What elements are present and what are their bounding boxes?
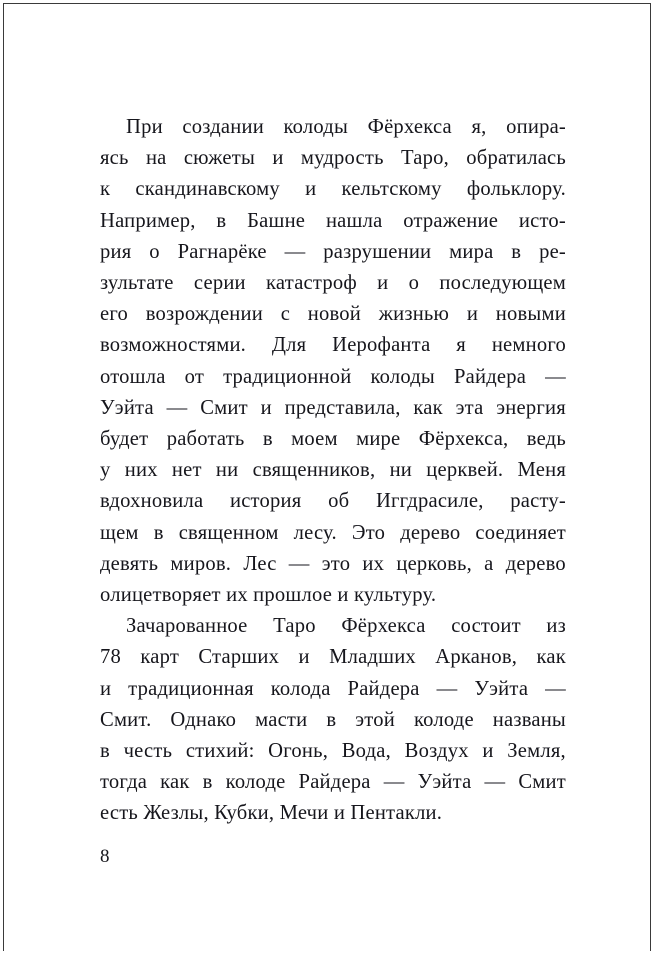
text-line [100,455,566,486]
word: церковь, [396,552,472,575]
text-line [100,549,566,580]
text-line [100,330,566,361]
word: Райдера [454,365,527,388]
word: новой [307,303,361,326]
word: колода [270,677,331,700]
word: — [383,771,405,794]
word: его [100,303,128,326]
word: Вода, [341,740,391,763]
word: Уэйта [417,771,472,794]
text-line [100,112,566,143]
word: и [100,677,112,700]
word: Таро [273,615,316,638]
word: расту- [510,490,566,513]
word: на [145,147,167,170]
word: — [288,552,310,575]
word: об [328,490,350,513]
word: как [160,771,190,794]
word: к [100,178,111,201]
word: и [305,178,317,201]
word: ре- [539,240,566,263]
word: и [377,272,389,295]
word: кельтскому [341,178,442,201]
word: возрождении [145,303,263,326]
word: — [484,771,506,794]
word: мира [449,240,494,263]
word: Лес [243,552,277,575]
word: в [100,740,110,763]
word: обратилась [466,147,566,170]
word: а [484,552,494,575]
word: колоды [283,116,349,138]
word: мире [356,428,401,451]
text-line [100,237,566,268]
body-paragraph-2 [100,611,566,829]
word: — [284,240,306,263]
word: Смит [518,771,566,794]
word: Смит. [100,708,152,731]
word: представила, [284,396,401,419]
word: лесу. [293,521,337,544]
page-border-right [650,3,651,951]
word: Фёрхекса [367,116,452,138]
word: тогда [100,771,148,794]
page-border-left [3,3,4,951]
word: Огонь, [268,740,329,763]
word: как [413,396,443,419]
text-column [100,112,566,830]
text-line [100,486,566,517]
text-line [100,206,566,237]
word: священников, [252,459,376,482]
word: создании [182,116,264,138]
word: я, [471,116,487,138]
word: и [466,303,479,326]
body-paragraph-1 [100,112,566,611]
word: последующем [439,272,566,295]
text-line [100,362,566,393]
word: энергия [496,396,566,419]
word: новыми [495,303,566,326]
word: Башне [247,209,306,232]
word: отошла [100,365,166,388]
word: нашла [325,209,383,232]
word: в [202,771,213,794]
word: Для [271,334,307,357]
word: колоде [413,708,474,731]
word: Уэйта [100,396,154,419]
word: Таро, [400,147,449,170]
word: дерево [505,552,566,575]
word: Райдера [298,771,371,794]
page-border-top [3,3,651,4]
text-line [100,736,566,767]
page-number: 8 [100,846,110,867]
word: Старших [198,646,280,669]
word: Рагнарёке [177,240,267,263]
word: фольклору. [466,178,566,201]
word: соединяет [475,521,566,544]
word: моем [291,428,338,451]
text-line [100,674,566,705]
word: стихий: [185,740,255,763]
word: о [149,240,160,263]
word: колоды [370,365,435,388]
text-line [100,767,566,798]
word: немного [491,334,566,357]
text-line [100,642,566,673]
word: в [326,708,337,731]
word: и [260,396,272,419]
word: Это [351,521,386,544]
text-line [100,705,566,736]
word: Меня [517,459,566,482]
word: колоде [225,771,286,794]
text-line [100,143,566,174]
word: о [408,272,420,295]
word: этой [355,708,395,731]
word: масти [255,708,308,731]
word: нет [171,459,202,482]
word: Младших [329,646,416,669]
word: скандинавскому [135,178,280,201]
word: я [456,334,466,357]
text-line [100,268,566,299]
word: в [216,209,227,232]
word: Зачарованное [126,615,248,638]
text-line [100,299,566,330]
word: Райдера [347,677,420,700]
word: церквей. [426,459,504,482]
word: будет [100,428,149,451]
word: 78 [100,646,122,669]
word: Воздух [404,740,469,763]
word: ни [215,459,239,482]
word: работать [166,428,245,451]
word: священном [178,521,279,544]
word: При [126,116,163,138]
word: разрушении [323,240,432,263]
word: Однако [170,708,237,731]
word: Например, [100,209,196,232]
word: них [124,459,158,482]
word: Фёрхекса, [418,428,509,451]
word: ведь [526,428,566,451]
word: это [321,552,351,575]
word: мудрость [300,147,384,170]
word: миров. [170,552,232,575]
word: Уэйта [474,677,529,700]
word: из [546,615,566,638]
word: ни [389,459,413,482]
text-line: олицетворяет их прошлое и культуру. [100,584,437,607]
text-line [100,393,566,424]
word: опира- [506,116,566,138]
word: вдохновила [100,490,204,513]
word: в [262,428,273,451]
text-line [100,611,566,642]
word: Иггдрасиле, [375,490,484,513]
word: девять [100,552,159,575]
word: отражение [403,209,499,232]
word: серии [193,272,246,295]
word: состоит [451,615,521,638]
text-line [100,518,566,549]
word: их [362,552,385,575]
word: у [100,459,111,482]
text-line [100,424,566,455]
word: исто- [518,209,566,232]
word: как [536,646,566,669]
word: щем [100,521,139,544]
word: — [436,677,458,700]
word: — [545,677,566,700]
word: Земля, [507,740,566,763]
word: жизнью [378,303,450,326]
word: и [482,740,494,763]
word: Смит [200,396,248,419]
word: Арканов, [435,646,518,669]
word: зультате [100,272,174,295]
text-line: есть Жезлы, Кубки, Мечи и Пентакли. [100,802,443,825]
word: история [229,490,302,513]
word: карт [140,646,180,669]
word: Фёрхекса [341,615,426,638]
word: и [298,646,310,669]
word: Иерофанта [332,334,431,357]
word: и [272,147,284,170]
word: традиционной [223,365,352,388]
word: честь [123,740,173,763]
word: ясь [100,147,129,170]
word: названы [492,708,566,731]
word: катастроф [266,272,357,295]
word: рия [100,240,132,263]
word: традиционная [128,677,254,700]
word: в [511,240,522,263]
word: возможностями. [100,334,247,357]
word: — [545,365,566,388]
word: с [280,303,291,326]
word: — [166,396,188,419]
word: сюжеты [183,147,256,170]
text-line [100,174,566,205]
word: эта [455,396,484,419]
word: от [184,365,205,388]
word: дерево [400,521,461,544]
word: в [153,521,164,544]
